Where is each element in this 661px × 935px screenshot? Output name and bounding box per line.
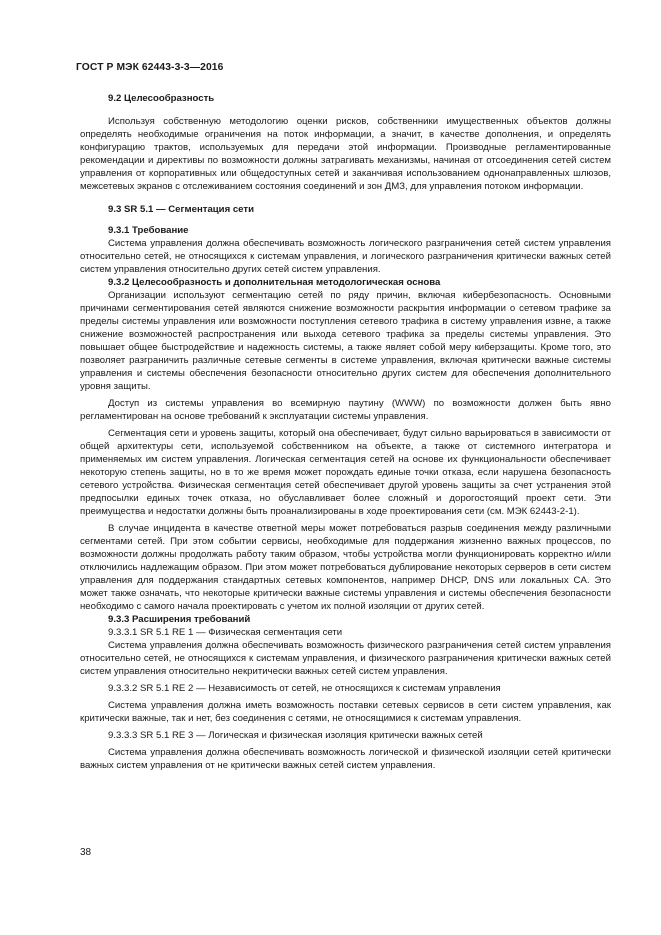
document-header: ГОСТ Р МЭК 62443-3-3—2016 (76, 62, 224, 73)
rationale-paragraph-2: Доступ из системы управления во всемирную паутину (WWW) по возможности должен быть явно регламентирован на основе требований к эксплуатации системы управления. (80, 398, 611, 422)
re2-paragraph: Система управления должна иметь возможность поставки сетевых сервисов в сети систем управления, как критически важные, так и нет, без соединения с сетями, не относящимися к системам управления. (80, 700, 611, 724)
page-number: 38 (80, 847, 92, 858)
re1-title: 9.3.3.1 SR 5.1 RE 1 — Физическая сегментация сети (108, 627, 343, 638)
re1-paragraph: Система управления должна обеспечивать возможность физического разграничения сетей систем управления относительно сетей, не относящихся к системам управления, и физического разграничения критически важных сетей систем управления относительно некритически важных сетей систем управления. (80, 640, 611, 677)
section-9-3-heading: 9.3 SR 5.1 — Сегментация сети (108, 204, 254, 215)
section-9-3-1-heading: 9.3.1 Требование (108, 225, 189, 236)
section-9-3-2-heading: 9.3.2 Целесообразность и дополнительная методологическая основа (108, 277, 441, 288)
re3-title: 9.3.3.3 SR 5.1 RE 3 — Логическая и физическая изоляция критически важных сетей (108, 730, 483, 741)
requirement-paragraph: Система управления должна обеспечивать возможность логического разграничения сетей систем управления относительно сетей, не относящихся к системам управления, и логического разграничения критически важных сетей систем управления относительно других сетей систем управления. (80, 238, 611, 275)
section-9-3-3-heading: 9.3.3 Расширения требований (108, 614, 251, 625)
re2-title: 9.3.3.2 SR 5.1 RE 2 — Независимость от сетей, не относящихся к системам управления (108, 683, 501, 694)
section-9-2-heading: 9.2 Целесообразность (108, 93, 215, 104)
rationale-paragraph-3: Сегментация сети и уровень защиты, который она обеспечивает, будут сильно варьироваться в зависимости от общей архитектуры сети, используемой собственником на объекте, а также от системного интегратора и применяемых им систем управления. Логическая сегментация сетей на основе их функциональности обеспечивает некоторую степень защиты, но в то же время может порождать единые точки отказа, если нарушена безопасность сетевого устройства. Физическая сегментация сетей обеспечивает другой уровень защиты за счет устранения этой предпосылки единых точек отказа, но обуславливает более сложный и дорогостоящий проект сети. Эти преимущества и недостатки должны быть проанализированы в ходе проектирования сети (см. МЭК 62443-2-1). (80, 428, 611, 517)
re3-paragraph: Система управления должна обеспечивать возможность логической и физической изоляции сетей критически важных систем управления от не критически важных сетей систем управления. (80, 747, 611, 771)
rationale-paragraph-4: В случае инцидента в качестве ответной меры может потребоваться разрыв соединения между различными сегментами сетей. При этом событии сервисы, необходимые для поддержания жизненно важных процессов, по возможности должны продолжать работу таким образом, чтобы устройства могли функционировать корректно и/или отключились надлежащим образом. При этом может потребоваться дублирование некоторых серверов в сети систем управления для поддержания стандартных сетевых компонентов, например DHCP, DNS или локальных CA. Это может также означать, что некоторые критически важные системы управления и системы обеспечения безопасности необходимо с самого начала проектировать с учетом их полной изоляции от других сетей. (80, 523, 611, 612)
rationale-paragraph-1: Организации используют сегментацию сетей по ряду причин, включая кибербезопасность. Основными причинами сегментирования сетей являются снижение возможности раскрытия информации о сетевом трафике за пределы системы управления или возможности поступления сетевого трафика в систему управления извне, а также снижение возможностей распространения или выхода сетевого трафика за пределы системы управления. Это повышает общее быстродействие и надежность системы, а также являет собой меру киберзащиты. Кроме того, это позволяет разграничить различные сетевые сегменты в системе управления, включая критически важные системы управления и системы обеспечения безопасности относительно других систем для обеспечения дополнительного уровня защиты. (80, 290, 611, 392)
section-9-2-paragraph: Используя собственную методологию оценки рисков, собственники имущественных объектов должны определять необходимые ограничения на поток информации, а значит, в качестве дополнения, и определять конфигурацию трактов, используемых для передачи этой информации. Производные регламентированные рекомендации и директивы по возможности должны затрагивать механизмы, начиная от отсоединения сетей систем управления от корпоративных или общедоступных сетей и заканчивая использованием однонаправленных шлюзов, межсетевых экранов с отслеживанием состояния соединений и зон ДМЗ, для управления потоком информации. (80, 116, 611, 192)
page-content (80, 92, 611, 772)
